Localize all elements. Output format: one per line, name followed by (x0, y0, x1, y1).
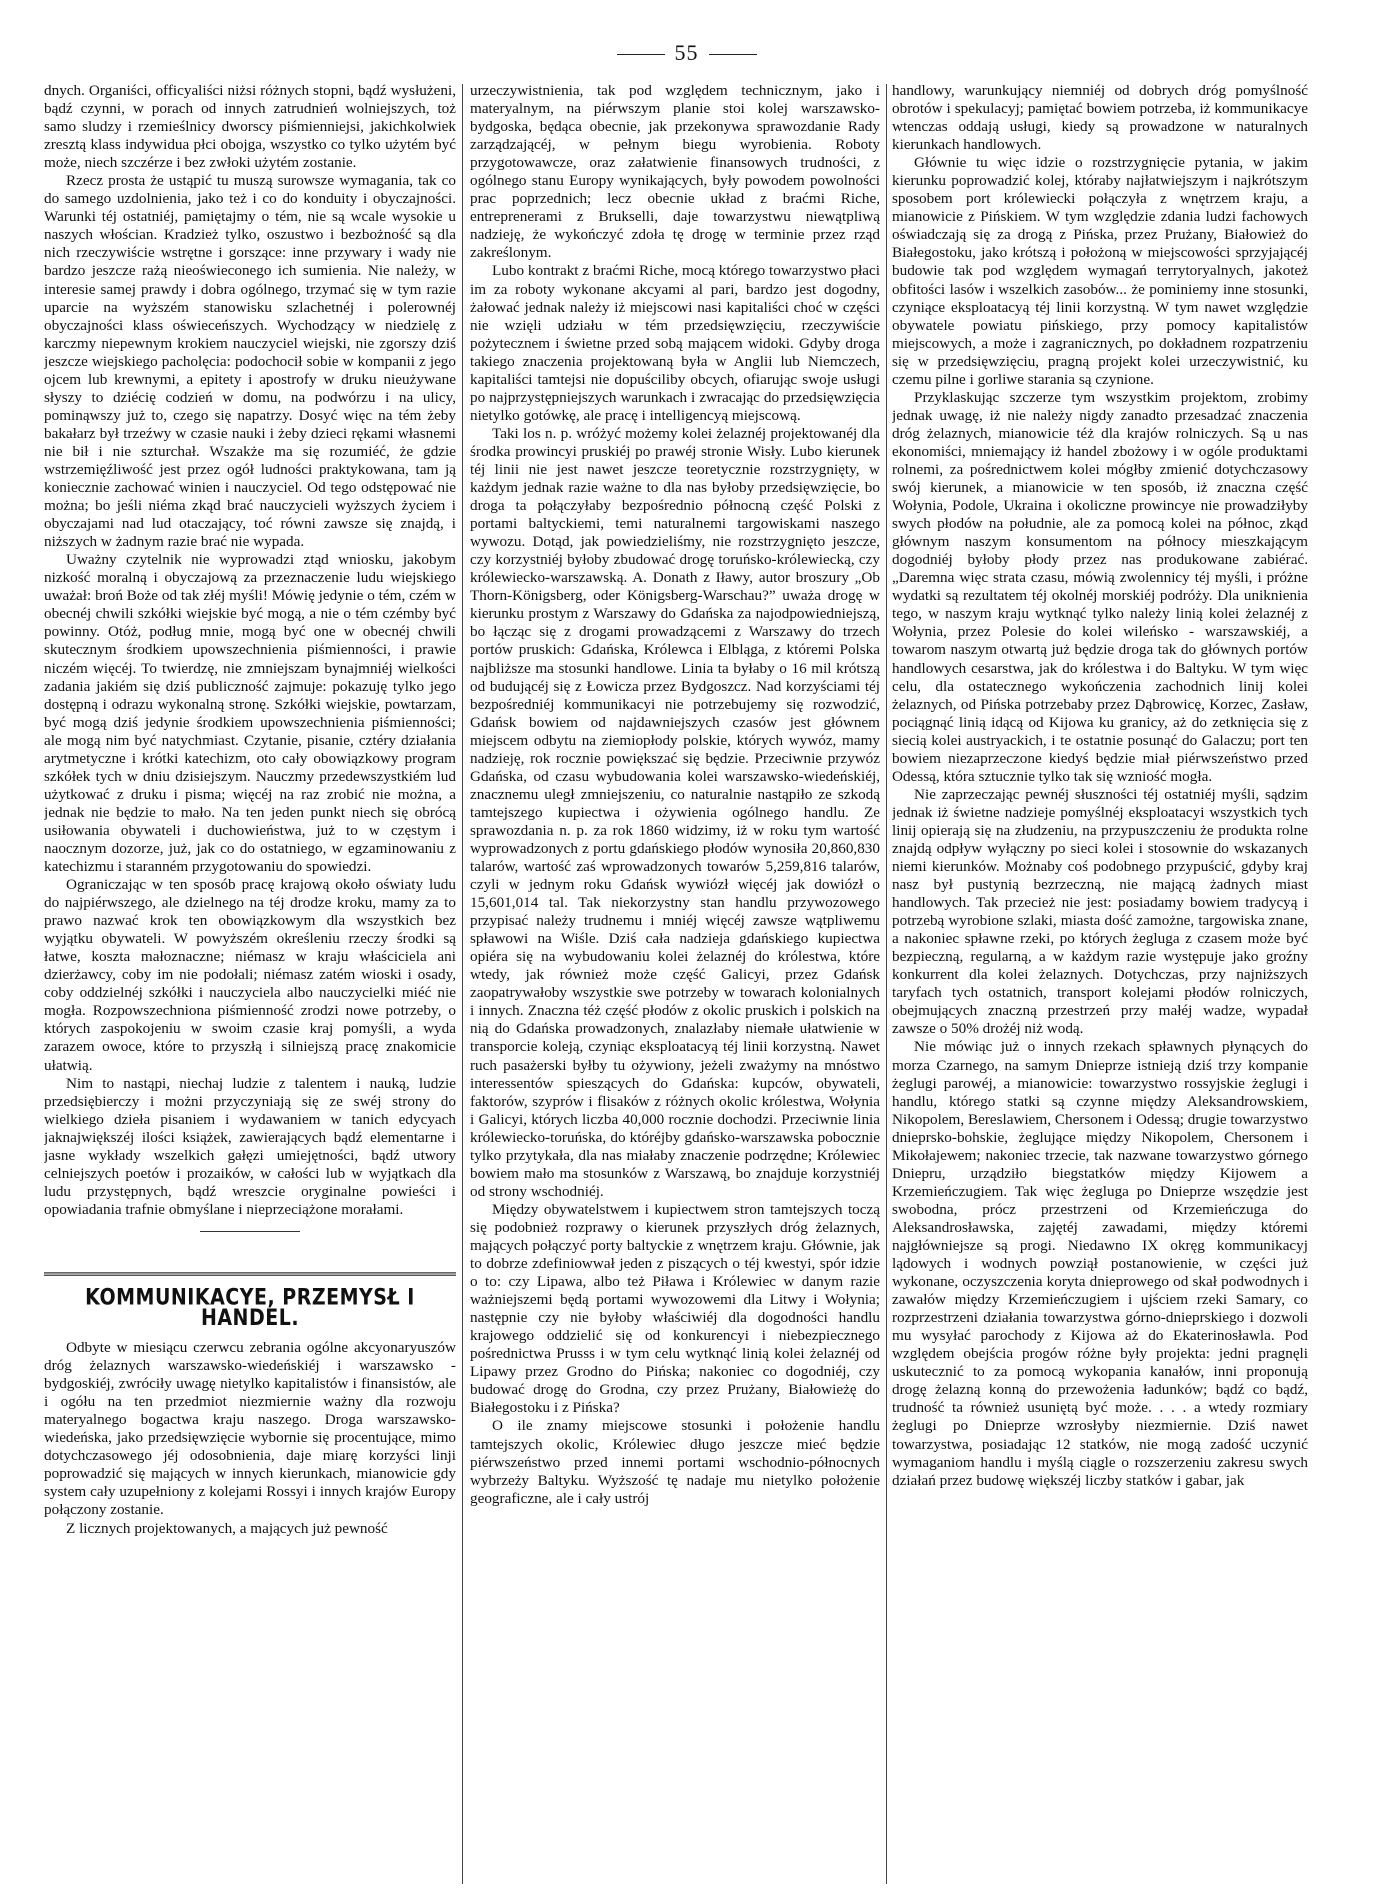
paragraph: Taki los n. p. wróżyć możemy kolei żelaznéj projektowanéj dla środka prowincyi pruskiéj po prawéj stronie Wisły. Lubo kierunek téj linii nie jest nawet jeszcze teoretycznie rozstrzygnięty, w każdym jednak razie ważne to dla nas byłoby przedsięwzięcie, bo droga ta połączyłaby bezpośrednio północną część Polski z portami baltyckiemi, temi naturalnemi targowiskami naszego wywozu. Dotąd, jak powiedzieliśmy, nie rozstrzygnięto jeszcze, czy korzystniéj byłoby zbudować drogę toruńsko-królewiecką, czy królewiecko-warszawską. A. Donath z Iławy, autor broszury „Ob Thorn-Königsberg, oder Königsberg-Warschau?” uważa drogę w kierunku prostym z Warszawy do Gdańska za najodpowiedniejszą, bo łącząc się z drogami prowadzącemi z Warszawy do trzech portów pruskich: Gdańska, Królewca i Elbląga, z któremi Polska najbliższe ma stosunki handlowe. Linia ta byłaby o 16 mil krótszą od budującéj się z Łowicza przez Bydgoszcz. Nad korzyściami téj bezpośredniéj kommunikacyi nie potrzebujemy się rozwodzić, Gdańsk bowiem od najdawniejszych czasów jest głównem miejscem odbytu na ziemiopłody polskie, których wywóz, mamy nadzieję, rok rocznie powiększać się będzie. Przeciwnie przywóz Gdańska, od czasu wybudowania kolei warszawsko-wiedeńskiéj, znacznemu uległ zmniejszeniu, co naturalnie nastąpiło ze szkodą tamtejszego kupiectwa i ożywienia ogólnego handlu. Ze sprawozdania n. p. za rok 1860 widzimy, iż w roku tym wartość wyprowadzonych z portu gdańskiego płodów wynosiła 20,860,830 talarów, wartość zaś wprowadzonych towarów 5,259,816 talarów, czyli w jednym roku Gdańsk wywiózł więcéj jak dowiózł o 15,601,014 tal. Tak niekorzystny stan handlu przywozowego przypisać należy trudnemu i mniéj więcéj zawsze wątpliwemu spławowi na Wiśle. Dziś cała nadzieja gdańskiego kupiectwa opiéra się na wybudowaniu kolei żelaznéj do królestwa, które wtedy, jak również może część Galicyi, przez Gdańsk zaopatrywałoby wszystkie swe potrzeby w towarach kolonialnych i innych. Znaczna téż część płodów z okolic pruskich i polskich na nią do Gdańska prowadzonych, znalazłaby niemałe ułatwienie w transporcie koleją, czyniąc eksploatacyą téj linii korzystną. Nawet ruch pasażerski byłby tu ożywiony, jeżeli zważymy na mnóstwo interessentów spieszących do Gdańska: kupców, obywateli, faktorów, szyprów i flisaków z różnych okolic królestwa, Wołynia i Galicyi, których liczba 40,000 rocznie dochodzi. Przeciwnie linia królewiecko-toruńska, do któréjby gdańsko-warszawska pobocznie tylko przytykała, dla nas miałaby znaczenie podrzędne; Królewiec bowiem mało ma stosunków z Warszawą, bo znajduje korzystniéj od strony wschodniéj. (470, 424, 880, 1200)
paragraph: Odbyte w miesiącu czerwcu zebrania ogólne akcyonaryuszów dróg żelaznych warszawsko-wiedeńskiéj i warszawsko - bydgoskiéj, zwróciły uwagę nietylko kapitalistów i finansistów, ale i ogółu na ten przedmiot niezmiernie ważny dla rozwoju materyalnego bogactwa kraju naszego. Droga warszawsko-wiedeńska, jako przedsięwzięcie wybornie się procentujące, mimo dotychczasowego jéj odosobnienia, daje miarę korzyści linji poprowadzić się mających w innych kierunkach, mianowicie gdy system cały uzupełniony z kolejami Rossyi i innych krajów Europy połączony zostanie. (44, 1339, 456, 1519)
paragraph: dnych. Organiści, officyaliści niżsi różnych stopni, bądź wysłużeni, bądź czynni, w porach od innych zatrudnień wolniejszych, toż samo sludzy i rzemieślnicy dworscy piśmienniejsi, jakichkolwiek zresztą klass indywidua płci obojga, wszystko co tylko użytém być może, niech szczérze i bez zwłoki użytém zostanie. (44, 82, 456, 172)
page-number-text: 55 (674, 40, 699, 65)
folio-dash-left (617, 54, 665, 55)
column-3 (892, 82, 1308, 1887)
article-end-rule (200, 1231, 300, 1232)
paragraph: handlowy, warunkujący niemniéj od dobrych dróg pomyślność obrotów i spekulacyj; pamiętać bowiem potrzeba, iż kommunikacye wtenczas oddają usługi, kiedy są prowadzone w naturalnych kierunkach handlowych. (892, 82, 1308, 154)
paragraph: Rzecz prosta że ustąpić tu muszą surowsze wymagania, tak co do samego uzdolnienia, jako też i co do konduity i obyczajności. Warunki téj ostatniéj, pamiętajmy o tém, nie są wcale wysokie u naszych włościan. Kradzież tylko, oszustwo i bezbożność są dla nich rzeczywiście wstrętne i gorszące: inne przywary i wady nie bardzo jeszcze rażą nieoświeconego ich sumienia. Nie należy, w interesie samej prawdy i dobra ogólnego, trzymać się w tym razie uparcie na wyższém stanowisku szlachetnéj i polerownéj obyczajności klass oświeceńszych. Wychodzący w niedzielę z karczmy niepewnym krokiem nauczyciel wiejski, nie zgorszy dziś jeszcze wiejskiego pacholęcia: podochocił sobie w kompanii z jego ojcem lub krewnymi, a epitety i apostrofy w druku nieużywane słyszy to dziécię codzień w domu, na podwórzu i na ulicy, pominąwszy już to, czego się napatrzy. Dosyć więc na tém żeby bakałarz był trzeźwy w czasie nauki i żeby dzieci rękami własnemi nie bił i nie szturchał. Wszakże ma się rozumiéć, że gdzie wstrzemięźliwość jest przez ogół ludności praktykowana, tam ją koniecznie zachować winien i nauczyciel. Od tego odstępować nie można; bo jeśli niéma zkąd brać nauczycieli wyższych życiem i obyczajami nad lud otaczający, toć równi zawsze się znajdą, i niższych w żadnym razie brać nie wypada. (44, 172, 456, 551)
paragraph: Przyklaskując szczerze tym wszystkim projektom, zrobimy jednak uwagę, iż nie należy nigdy zanadto przesadzać znaczenia dróg żelaznych, mianowicie téż dla krajów rolniczych. Są u nas ekonomiści, mniemający iż handel zbożowy i w ogóle produktami rolnemi, za pośrednictwem kolei mógłby zmienić dotychczasowy swój kierunek, a mianowicie w ten sposób, iż znaczna część Wołynia, Podole, Ukraina i okoliczne prowincye nie prowadziłyby swych płodów na południe, ale za pomocą kolei na północ, zkąd głównym naszym konsumentom na północy mieszkającym dogodniéj byłoby płody przez nas produkowane zabiérać. „Daremna więc strata czasu, mówią zwolennicy téj myśli, i próżne wydatki są rezultatem téj okolnéj morskiéj podróży. Dla uniknienia tego, w naszym kraju wytknąć tylko należy linią kolei żelaznéj z Wołynia, przez Polesie do kolei wileńsko - warszawskiéj, a towarom naszym otwartą już będzie droga tak do głównych portów handlowych cesarstwa, jak do królestwa i do Baltyku. W tym więc celu, dla ostatecznego wykończenia zachodnich linij kolei żelaznych, od Pińska potrzebaby przez Dąbrowicę, Korzec, Zasław, pociągnąć linią idącą od Kijowa ku granicy, aż do zetknięcia się z siecią kolei austryackich, i te ostatnie posunąć do Galaczu; port ten bowiem niezaprzeczone kiedyś będzie miał piérwszeństwo przed Odessą, która sztucznie tylko tak się wzniość mogła. (892, 388, 1308, 785)
paragraph: Głównie tu więc idzie o rozstrzygnięcie pytania, w jakim kierunku poprowadzić kolej, któraby najłatwiejszym i najkrótszym sposobem port królewiecki połączyła z wnętrzem kraju, a mianowicie z Pińskiem. W tym względzie zdania ludzi fachowych oświadczają się za drogą z Pińska, przez Prużany, Białowież do Białegostoku, jako krótszą i położoną w miejscowości sprzyjającéj budowie tak pod względem wymagań terrytoryalnych, jakoteż obfitości lasów i wszelkich zasobów... że pominiemy inne stosunki, czyniące eksploatacyą téj linii korzystną. W tym nawet względzie obywatele powiatu pińskiego, przy pomocy kapitalistów miejscowych, a może i zagranicznych, po dokładnem rozpatrzeniu się w przedsięwzięciu, pragną projekt kolei urzeczywistnić, ku czemu pilne i gorliwe starania są czynione. (892, 154, 1308, 388)
paragraph: Uważny czytelnik nie wyprowadzi ztąd wniosku, jakobym nizkość moralną i obyczajową za przeznaczenie ludu wiejskiego uważał: broń Boże od tak złéj myśli! Mówię jedynie o tém, czém w obecnéj chwili szkółki wiejskie być mogą, a nie o tém czémby być powinny. Otóż, podług mnie, mogą być one w obecnéj chwili skutecznym środkiem upowszechnienia piśmienności, i prawie niczém więcéj. To twierdzę, nie zmniejszam bynajmniéj wielkości zadania jakiém się dziś publiczność zajmuje: pokazuję tylko jego dostępną i odrazu wykonalną stronę. Szkółki wiejskie, powtarzam, być mogą dziś jedynie środkiem upowszechnienia piśmienności; ale mogą nim być natychmiast. Czytanie, pisanie, cztéry działania arytmetyczne i krótki katechizm, oto cały obowiązkowy program szkółek tych w dniu dzisiejszym. Nauczmy przedewszystkiém lud użytkować z druku i pisma; więcéj na raz zrobić nie można, a jednak nie będzie to mało. Na ten jeden punkt niech się obrócą usiłowania obywateli i duchowieństwa, już to w częstym i naocznym dozorze, już, jak co do ostatniego, w egzaminowaniu z katechizmu i staranném przygotowaniu do spowiedzi. (44, 551, 456, 876)
column-2 (470, 82, 880, 1887)
folio-dash-right (709, 54, 757, 55)
paragraph: Nie mówiąc już o innych rzekach spławnych płynących do morza Czarnego, na samym Dnieprze istnieją dziś trzy kompanie żeglugi parowéj, a mianowicie: towarzystwo rossyjskie żeglugi i handlu, którego statki są czynne między Aleksandrowskiem, Nikopolem, Bereslawiem, Chersonem i Odessą; drugie towarzystwo dnieprsko-bohskie, żeglujące między Nikopolem, Chersonem i Mikołajewem; nakoniec trzecie, tak nazwane towarzystwo górnego Dniepru, urządziło biegstatków między Kijowem a Krzemieńczugiem. Tak więc żegluga po Dnieprze wszędzie jest swobodna, prócz przestrzeni od Krzemieńczuga do Aleksandrosławska, zajętéj zawadami, między któremi najgłówniejsze są progi. Niedawno IX okręg kommunikacyj lądowych i wodnych powziął postanowienie, w części już wykonane, oczyszczenia koryta dnieprowego od skał podwodnych i zawałów między Krzemieńczugiem i ujściem rzeki Samary, co rozprzestrzeni działania towarzystwa górno-dnieprskiego i dozwoli mu wysyłać parochody z Kijowa aż do Ekaterinosławla. Pod względem obejścia progów różne były projekta: jedni pragnęli uskutecznić to za pomocą wykopania kanałów, inni proponują drogę żelazną konną do przewożenia ładunków; bądź co bądź, trudność ta również usuniętą być może. . . . a wtedy rozmiary żeglugi po Dnieprze wzrosłyby niezmiernie. Dziś nawet towarzystwa, posiadając 12 statków, nie mogą zadość uczynić wymaganiom handlu i myślą ciągle o rozszerzeniu zakresu swych działań przez budowę większéj liczby statków i gabar, jak (892, 1038, 1308, 1489)
column-rule-2 (886, 84, 887, 1884)
page-number (0, 40, 1373, 66)
paragraph: Nie zaprzeczając pewnéj słuszności téj ostatniéj myśli, sądzim jednak iż świetne nadzieje pomyślnéj eksploatacyi wszystkich tych linij opierają się na złudzeniu, na przypuszczeniu że produkta rolne znajdą odpływ wyłączny po sieci kolei i stosownie do wskazanych niemi kierunków. Możnaby coś podobnego przypuścić, gdyby kraj nasz był pustynią bezrzeczną, nie mającą żadnych miast handlowych. Tak przecież nie jest: posiadamy bowiem tradycyą i potrzebą wyrobione szlaki, miasta dość zamożne, targowiska znane, a nakoniec spławne rzeki, po których żegluga z czasem może być bezpieczną, regularną, a w każdym razie występuje jako groźny konkurrent dla kolei żelaznych. Dotychczas, przy najniższych taryfach tych ostatnich, transport kolejami płodów rolniczych, obejmujących znaczną przestrzeń przy małéj wadze, wypadał zawsze o 50% drożéj niż wodą. (892, 785, 1308, 1038)
paragraph: Lubo kontrakt z braćmi Riche, mocą którego towarzystwo płaci im za roboty wykonane akcyami al pari, bardzo jest dogodny, żałować jednak należy iż miejscowi nasi kapitaliści choć w części nie wzięli udziału w tém przedsięwzięciu, rzeczywiście pożytecznem i świetne przed sobą mającem widoki. Gdyby droga takiego znaczenia projektowaną była w Anglii lub Niemczech, kapitaliści tamtejsi nie dopuściliby obcych, ofiarując swoje usługi po najprzystępniejszych warunkach i zwracając do przedsięwzięcia nietylko gotówkę, ale pracę i intelligencyą miejscową. (470, 262, 880, 424)
paragraph: Między obywatelstwem i kupiectwem stron tamtejszych toczą się podobnież rozprawy o kierunek przyszłych dróg żelaznych, mających połączyć porty baltyckie z wnętrzem kraju. Głównie, jak to dobrze zdefiniowwał jeden z piszących o téj kwestyi, spór idzie o to: czy Lipawa, albo też Piława i Królewiec w danym razie ważniejszemi będą portami wywozowemi dla Litwy i Wołynia; następnie czy nie byłoby właściwiéj dla dogodności handlu krajowego oddzielić się od konkurencyi i niebezpiecznego pośrednictwa Prusss i w tym celu wytknąć linią kolei żelaznéj od Lipawy przez Grodno do Pińska; nakoniec co dogodniéj, czy budować drogę do Grodna, czy przez Prużany, Białowieżę do Białegostoku i z Pińska? (470, 1200, 880, 1417)
paragraph: Ograniczając w ten sposób pracę krajową około oświaty ludu do najpiérwszego, ale dzielnego na téj drodze kroku, mamy za to prawo nazwać krok ten obowiązkowym dla wszystkich bez wyjątku obywateli. W powyższém określeniu rzeczy środki są łatwe, koszta małoznaczne; niémasz w kraju właściciela ani dzierżawcy, coby im nie podołali; niémasz zatém wioski i osady, coby oddzielnéj szkółki i nauczyciela albo nauczycielki miéć nie mogła. Rozpowszechniona piśmienność zrodzi nowe potrzeby, o których zaspokojeniu w swoim czasie kraj pomyśli, a wyda zarazem owoce, które to przyszłą i silniejszą pracę znakomicie ułatwią. (44, 876, 456, 1074)
paragraph: O ile znamy miejscowe stosunki i położenie handlu tamtejszych okolic, Królewiec długo jeszcze mieć będzie piérwszeństwo przed innemi portami wschodnio-północnych wybrzeży Baltyku. Wyższość tę nadaje mu nietylko położenie geograficzne, ale i cały ustrój (470, 1417, 880, 1507)
paragraph: Nim to nastąpi, niechaj ludzie z talentem i nauką, ludzie przedsiębierczy i możni przyczyniają się ze swéj strony do wielkiego dzieła pisaniem i wydawaniem w tanich edycyach jaknajwiększéj ilości książek, zawierających bądź elementarne i jasne wykłady wszelkich gałęzi umiejętności, bądź utwory celniejszych poetów i prozaików, w całości lub w wyjątkach dla ludu przystępnych, bądź wreszcie oryginalne powieści i opowiadania trafnie obmyślane i nieprzeciążone morałami. (44, 1074, 456, 1218)
column-1 (44, 82, 456, 1887)
section-title: KOMMUNIKACYE, PRZEMYSŁ I HANDEL. (44, 1272, 456, 1328)
column-rule-1 (462, 84, 463, 1884)
paragraph: Z licznych projektowanych, a mających już pewność (66, 1519, 388, 1537)
paragraph: urzeczywistnienia, tak pod względem technicznym, jako i materyalnym, na piérwszym planie stoi kolej warszawsko-bydgoska, będąca obecnie, jak przekonywa sprawozdanie Rady zarządzającéj, w pełnym biegu wyrobienia. Roboty przygotowawcze, oraz załatwienie finansowych trudności, z ogólnego stanu Europy wynikających, były powodem powolności prac poprzednich; lecz obecnie układ z braćmi Riche, entreprenerami z Brukselli, daje towarzystwu niewątpliwą nadzieję, że wykończyć zdoła tę drogę w terminie przez rząd zakreślonym. (470, 82, 880, 262)
